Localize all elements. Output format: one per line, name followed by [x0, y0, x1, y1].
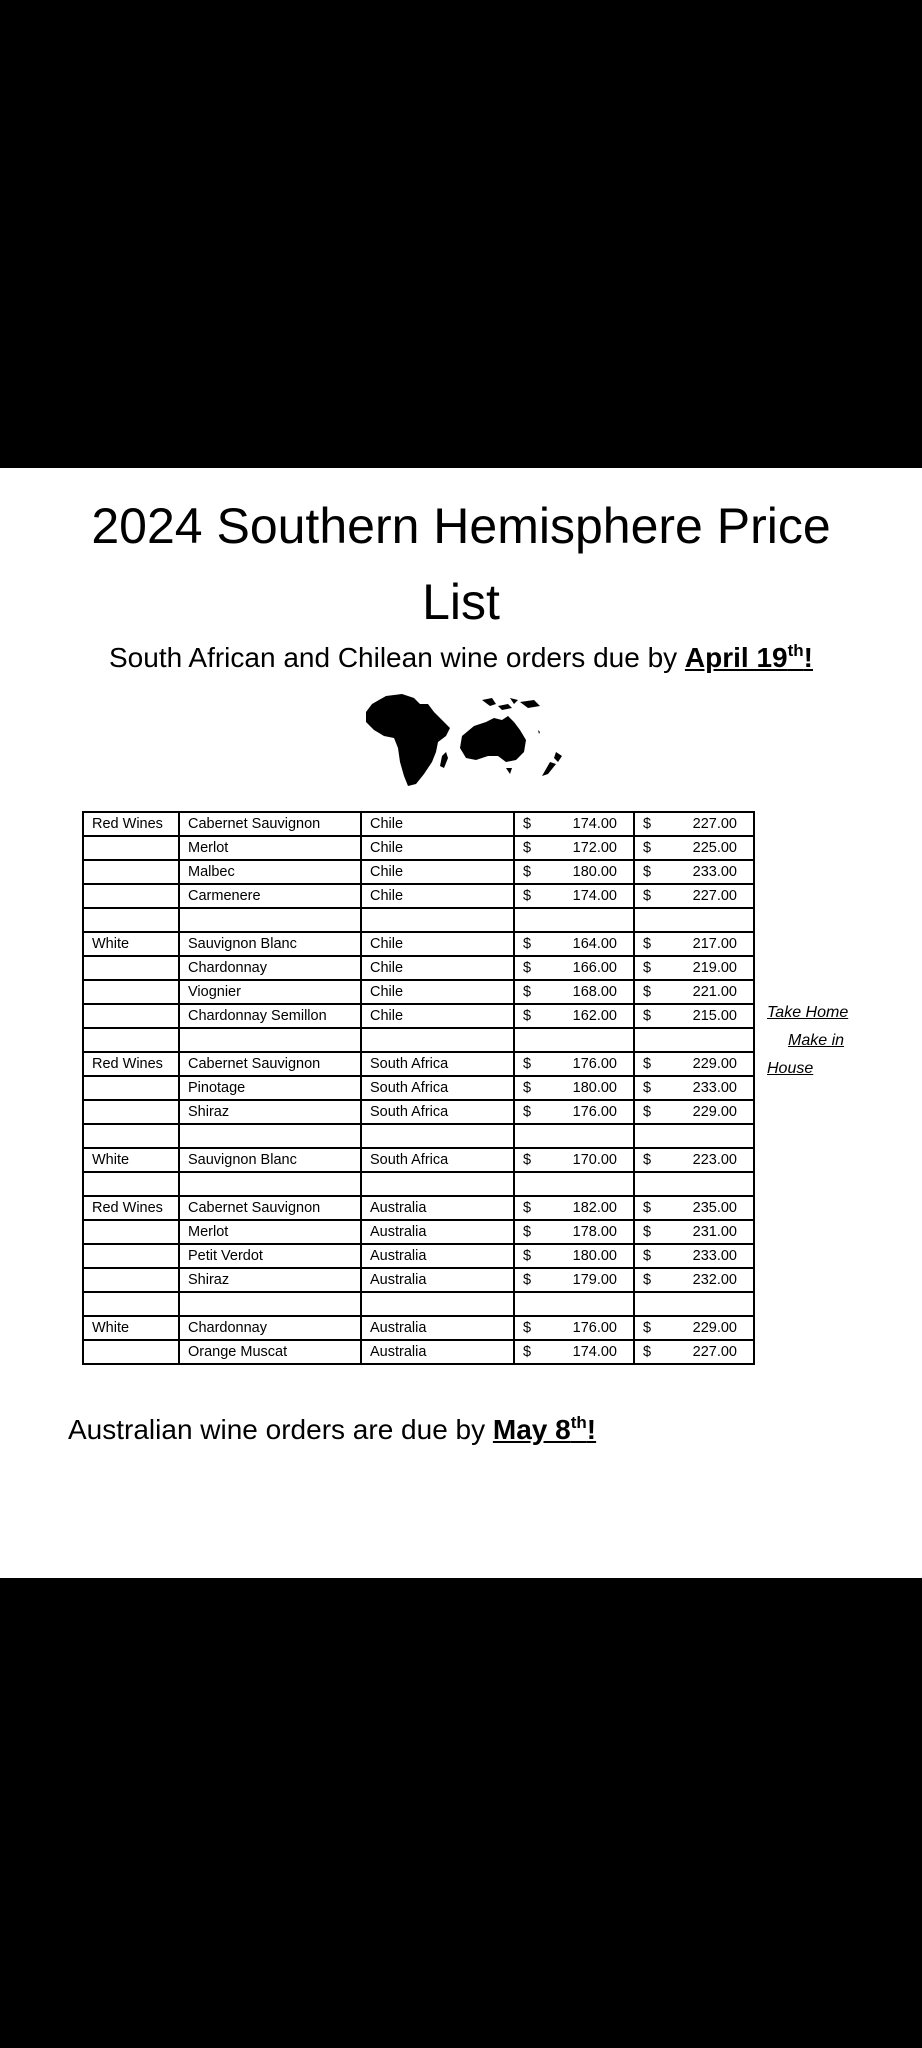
- currency-symbol: $: [643, 840, 652, 856]
- price-amount: 221.00: [692, 984, 737, 1000]
- price-amount: 219.00: [692, 960, 737, 976]
- country-cell: Australia: [361, 1316, 514, 1340]
- footer-due-date-end: !: [586, 1414, 597, 1445]
- table-row-spacer: [83, 1292, 754, 1316]
- table-row: [83, 1340, 754, 1364]
- price-amount: 176.00: [572, 1320, 617, 1336]
- wine-type-cell: [83, 1028, 179, 1052]
- price-amount: 229.00: [692, 1320, 737, 1336]
- currency-symbol: $: [523, 816, 532, 832]
- price-1-cell: [514, 1004, 634, 1028]
- price-1-cell: [514, 1268, 634, 1292]
- currency-symbol: $: [643, 1320, 652, 1336]
- price-2-cell: [634, 1244, 754, 1268]
- price-amount: 180.00: [572, 1080, 617, 1096]
- currency-symbol: $: [643, 984, 652, 1000]
- country-cell: Chile: [361, 980, 514, 1004]
- footer-due-date: [493, 1414, 596, 1445]
- country-cell: [361, 908, 514, 932]
- price-2-cell: [634, 1004, 754, 1028]
- wine-name-cell: [179, 1124, 361, 1148]
- currency-symbol: $: [643, 1272, 652, 1288]
- wine-type-cell: White: [83, 932, 179, 956]
- price-2-cell: [634, 1196, 754, 1220]
- price-2-cell: [634, 1316, 754, 1340]
- wine-type-cell: [83, 1172, 179, 1196]
- price-2-cell: [634, 1220, 754, 1244]
- price-1-cell: [514, 1196, 634, 1220]
- price-1-cell: [514, 1340, 634, 1364]
- country-cell: South Africa: [361, 1076, 514, 1100]
- currency-symbol: $: [523, 1080, 532, 1096]
- price-amount: 180.00: [572, 1248, 617, 1264]
- currency-symbol: $: [523, 888, 532, 904]
- currency-symbol: $: [643, 960, 652, 976]
- table-row: [83, 1148, 754, 1172]
- price-amount: 233.00: [692, 864, 737, 880]
- price-2-cell: [634, 1076, 754, 1100]
- table-row-spacer: [83, 908, 754, 932]
- price-1-cell: [514, 1100, 634, 1124]
- price-amount: 174.00: [572, 888, 617, 904]
- wine-type-cell: [83, 1124, 179, 1148]
- country-cell: Chile: [361, 812, 514, 836]
- country-cell: [361, 1292, 514, 1316]
- currency-symbol: $: [643, 888, 652, 904]
- price-1-cell: [514, 1292, 634, 1316]
- table-row: [83, 1316, 754, 1340]
- table-row: [83, 1220, 754, 1244]
- price-2-cell: [634, 812, 754, 836]
- currency-symbol: $: [523, 1248, 532, 1264]
- title-line-1: 2024 Southern Hemisphere Price: [91, 498, 831, 554]
- table-row: [83, 1100, 754, 1124]
- currency-symbol: $: [643, 1152, 652, 1168]
- price-amount: 178.00: [572, 1224, 617, 1240]
- price-2-cell: [634, 1124, 754, 1148]
- country-cell: [361, 1172, 514, 1196]
- price-amount: 227.00: [692, 816, 737, 832]
- wine-name-cell: Shiraz: [179, 1268, 361, 1292]
- table-row: [83, 812, 754, 836]
- wine-name-cell: Merlot: [179, 1220, 361, 1244]
- wine-type-cell: [83, 836, 179, 860]
- table-row: [83, 836, 754, 860]
- price-1-cell: [514, 956, 634, 980]
- world-map-icon: [362, 690, 568, 790]
- price-2-cell: [634, 956, 754, 980]
- price-1-cell: [514, 1052, 634, 1076]
- wine-name-cell: Cabernet Sauvignon: [179, 1196, 361, 1220]
- country-cell: Australia: [361, 1340, 514, 1364]
- footer-note: [68, 1412, 596, 1448]
- price-amount: 217.00: [692, 936, 737, 952]
- price-amount: 235.00: [692, 1200, 737, 1216]
- wine-name-cell: Chardonnay: [179, 956, 361, 980]
- price-1-cell: [514, 908, 634, 932]
- currency-symbol: $: [523, 1152, 532, 1168]
- price-amount: 179.00: [572, 1272, 617, 1288]
- price-amount: 162.00: [572, 1008, 617, 1024]
- currency-symbol: $: [643, 816, 652, 832]
- wine-name-cell: Cabernet Sauvignon: [179, 812, 361, 836]
- table-row: [83, 1052, 754, 1076]
- price-amount: 168.00: [572, 984, 617, 1000]
- price-amount: 229.00: [692, 1104, 737, 1120]
- country-cell: Chile: [361, 956, 514, 980]
- currency-symbol: $: [643, 1200, 652, 1216]
- currency-symbol: $: [643, 936, 652, 952]
- wine-name-cell: Shiraz: [179, 1100, 361, 1124]
- price-amount: 176.00: [572, 1056, 617, 1072]
- price-1-cell: [514, 1148, 634, 1172]
- country-cell: Chile: [361, 1004, 514, 1028]
- wine-type-cell: Red Wines: [83, 1196, 179, 1220]
- currency-symbol: $: [523, 1200, 532, 1216]
- footer-due-date-sup: th: [570, 1413, 587, 1432]
- currency-symbol: $: [643, 1008, 652, 1024]
- country-cell: [361, 1028, 514, 1052]
- wine-name-cell: Pinotage: [179, 1076, 361, 1100]
- subtitle-due-date-text: April 19: [684, 642, 788, 673]
- table-row-spacer: [83, 1028, 754, 1052]
- currency-symbol: $: [523, 936, 532, 952]
- price-amount: 229.00: [692, 1056, 737, 1072]
- price-2-cell: [634, 1052, 754, 1076]
- price-amount: 176.00: [572, 1104, 617, 1120]
- currency-symbol: $: [523, 1104, 532, 1120]
- price-amount: 174.00: [572, 816, 617, 832]
- price-1-cell: [514, 1172, 634, 1196]
- wine-type-cell: [83, 1292, 179, 1316]
- price-amount: 233.00: [692, 1248, 737, 1264]
- table-row: [83, 1076, 754, 1100]
- price-1-cell: [514, 932, 634, 956]
- note-take-home: Take Home: [767, 1004, 849, 1021]
- price-2-cell: [634, 1340, 754, 1364]
- price-amount: 231.00: [692, 1224, 737, 1240]
- currency-symbol: $: [643, 1248, 652, 1264]
- country-cell: Australia: [361, 1244, 514, 1268]
- currency-symbol: $: [643, 1080, 652, 1096]
- wine-type-cell: Red Wines: [83, 1052, 179, 1076]
- wine-name-cell: Merlot: [179, 836, 361, 860]
- country-cell: South Africa: [361, 1100, 514, 1124]
- table-row-spacer: [83, 1124, 754, 1148]
- wine-type-cell: [83, 1244, 179, 1268]
- price-amount: 233.00: [692, 1080, 737, 1096]
- wine-name-cell: [179, 1172, 361, 1196]
- wine-name-cell: Sauvignon Blanc: [179, 1148, 361, 1172]
- country-cell: Chile: [361, 932, 514, 956]
- price-1-cell: [514, 836, 634, 860]
- wine-type-cell: [83, 980, 179, 1004]
- price-amount: 182.00: [572, 1200, 617, 1216]
- price-amount: 232.00: [692, 1272, 737, 1288]
- wine-type-cell: [83, 1004, 179, 1028]
- price-1-cell: [514, 1316, 634, 1340]
- price-2-cell: [634, 1028, 754, 1052]
- price-amount: 164.00: [572, 936, 617, 952]
- currency-symbol: $: [523, 1224, 532, 1240]
- table-row: [83, 1244, 754, 1268]
- table-row: [83, 1268, 754, 1292]
- wine-type-cell: Red Wines: [83, 812, 179, 836]
- currency-symbol: $: [643, 1344, 652, 1360]
- wine-type-cell: [83, 1340, 179, 1364]
- note-make-in: Make in: [788, 1032, 845, 1049]
- note-house: House: [767, 1060, 814, 1077]
- price-2-cell: [634, 1172, 754, 1196]
- price-amount: 227.00: [692, 1344, 737, 1360]
- wine-type-cell: [83, 1220, 179, 1244]
- wine-type-cell: [83, 956, 179, 980]
- price-2-cell: [634, 860, 754, 884]
- country-cell: Chile: [361, 860, 514, 884]
- price-amount: 227.00: [692, 888, 737, 904]
- wine-type-cell: [83, 860, 179, 884]
- price-amount: 180.00: [572, 864, 617, 880]
- wine-name-cell: [179, 908, 361, 932]
- price-amount: 225.00: [692, 840, 737, 856]
- price-2-cell: [634, 908, 754, 932]
- wine-name-cell: [179, 1292, 361, 1316]
- wine-name-cell: Malbec: [179, 860, 361, 884]
- currency-symbol: $: [523, 840, 532, 856]
- subtitle-due-date-sup: th: [787, 641, 804, 660]
- price-1-cell: [514, 884, 634, 908]
- currency-symbol: $: [643, 1224, 652, 1240]
- price-list-document: [0, 468, 922, 1578]
- price-2-cell: [634, 932, 754, 956]
- price-2-cell: [634, 1100, 754, 1124]
- country-cell: Australia: [361, 1196, 514, 1220]
- currency-symbol: $: [643, 864, 652, 880]
- price-2-cell: [634, 1268, 754, 1292]
- country-cell: [361, 1124, 514, 1148]
- wine-type-cell: [83, 1268, 179, 1292]
- subtitle-text: South African and Chilean wine orders due by: [109, 642, 685, 673]
- footer-due-date-text: May 8: [492, 1414, 571, 1445]
- country-cell: Chile: [361, 884, 514, 908]
- price-2-cell: [634, 884, 754, 908]
- currency-symbol: $: [523, 1344, 532, 1360]
- price-2-cell: [634, 836, 754, 860]
- price-2-cell: [634, 980, 754, 1004]
- currency-symbol: $: [523, 864, 532, 880]
- price-amount: 223.00: [692, 1152, 737, 1168]
- currency-symbol: $: [523, 1008, 532, 1024]
- table-row: [83, 980, 754, 1004]
- wine-name-cell: Chardonnay Semillon: [179, 1004, 361, 1028]
- table-row: [83, 884, 754, 908]
- price-amount: 166.00: [572, 960, 617, 976]
- price-1-cell: [514, 1028, 634, 1052]
- price-2-cell: [634, 1148, 754, 1172]
- price-1-cell: [514, 1124, 634, 1148]
- wine-type-cell: [83, 1100, 179, 1124]
- price-1-cell: [514, 1220, 634, 1244]
- wine-name-cell: Cabernet Sauvignon: [179, 1052, 361, 1076]
- table-row: [83, 1196, 754, 1220]
- wine-type-cell: [83, 1076, 179, 1100]
- currency-symbol: $: [523, 1272, 532, 1288]
- currency-symbol: $: [523, 1056, 532, 1072]
- price-amount: 215.00: [692, 1008, 737, 1024]
- country-cell: Chile: [361, 836, 514, 860]
- price-1-cell: [514, 1244, 634, 1268]
- currency-symbol: $: [523, 1320, 532, 1336]
- subtitle-due-date: [685, 642, 813, 673]
- country-cell: South Africa: [361, 1148, 514, 1172]
- wine-name-cell: Orange Muscat: [179, 1340, 361, 1364]
- price-amount: 170.00: [572, 1152, 617, 1168]
- subtitle-due-date-end: !: [803, 642, 813, 673]
- wine-name-cell: Sauvignon Blanc: [179, 932, 361, 956]
- title-line-2: List: [422, 574, 500, 630]
- country-cell: Australia: [361, 1268, 514, 1292]
- wine-type-cell: [83, 884, 179, 908]
- wine-name-cell: Carmenere: [179, 884, 361, 908]
- price-amount: 174.00: [572, 1344, 617, 1360]
- currency-symbol: $: [643, 1056, 652, 1072]
- wine-name-cell: Viognier: [179, 980, 361, 1004]
- subtitle: [0, 640, 922, 676]
- country-cell: South Africa: [361, 1052, 514, 1076]
- wine-price-table: [82, 811, 755, 1365]
- wine-type-cell: White: [83, 1148, 179, 1172]
- wine-name-cell: [179, 1028, 361, 1052]
- table-row: [83, 956, 754, 980]
- currency-symbol: $: [523, 984, 532, 1000]
- wine-type-cell: [83, 908, 179, 932]
- price-2-cell: [634, 1292, 754, 1316]
- price-1-cell: [514, 1076, 634, 1100]
- table-row: [83, 932, 754, 956]
- table-row: [83, 1004, 754, 1028]
- price-amount: 172.00: [572, 840, 617, 856]
- table-row: [83, 860, 754, 884]
- country-cell: Australia: [361, 1220, 514, 1244]
- wine-name-cell: Petit Verdot: [179, 1244, 361, 1268]
- currency-symbol: $: [643, 1104, 652, 1120]
- wine-name-cell: Chardonnay: [179, 1316, 361, 1340]
- price-1-cell: [514, 860, 634, 884]
- wine-type-cell: White: [83, 1316, 179, 1340]
- currency-symbol: $: [523, 960, 532, 976]
- price-1-cell: [514, 812, 634, 836]
- price-1-cell: [514, 980, 634, 1004]
- table-row-spacer: [83, 1172, 754, 1196]
- footer-text: Australian wine orders are due by: [68, 1414, 493, 1445]
